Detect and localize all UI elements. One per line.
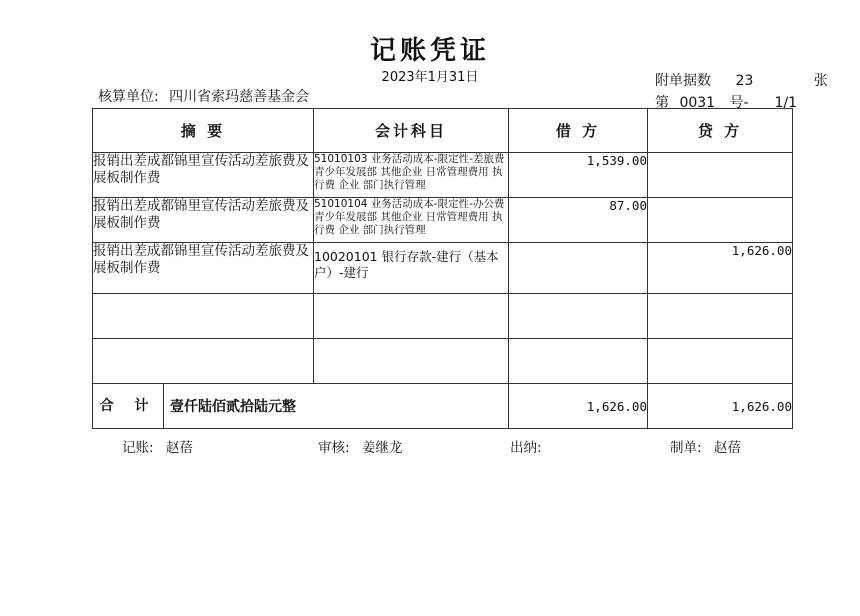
- entry-credit: 1,626.00: [648, 243, 793, 294]
- table-row: [93, 243, 793, 294]
- no-suffix: 号-: [729, 95, 749, 111]
- voucher-no-value: 0031: [679, 95, 716, 111]
- table-row: [93, 153, 793, 198]
- auditor-label: 审核:: [318, 440, 350, 456]
- preparer-label: 制单:: [670, 440, 702, 456]
- preparer-name: 赵蓓: [713, 440, 741, 456]
- auditor-name: 姜继龙: [361, 440, 403, 456]
- voucher-title: 记账凭证: [369, 36, 490, 66]
- auditor-signature: [318, 436, 402, 456]
- accounting-unit: [98, 86, 309, 106]
- preparer-signature: [670, 436, 741, 456]
- cashier-signature: [510, 436, 550, 456]
- attach-count-value: 23: [735, 73, 754, 89]
- total-label: 合 计: [93, 384, 164, 428]
- entry-account: 51010104 业务活动成本-限定性-办公费 青少年发展部 其他企业 日常管理费用 执行费 企业 部门执行管理: [314, 198, 509, 243]
- page-indicator: 1/1: [774, 95, 798, 111]
- entry-account: 10020101 银行存款-建行（基本户）-建行: [314, 243, 509, 294]
- entry-debit: 87.00: [509, 198, 648, 243]
- bookkeeper-name: 赵蓓: [165, 440, 193, 456]
- voucher-table: [92, 108, 793, 429]
- voucher-date: 2023年1月31日: [381, 70, 479, 85]
- no-prefix: 第: [655, 95, 669, 111]
- total-credit: 1,626.00: [648, 384, 793, 429]
- entry-debit: 1,539.00: [509, 153, 648, 198]
- header-summary: 摘 要: [93, 109, 314, 153]
- entry-credit: [648, 153, 793, 198]
- empty-row: [93, 339, 793, 384]
- unit-name: 四川省索玛慈善基金会: [169, 89, 310, 105]
- total-row: [93, 384, 793, 429]
- entry-summary: 报销出差成都锦里宣传活动差旅费及展板制作费: [93, 153, 314, 198]
- entry-credit: [648, 198, 793, 243]
- unit-label: 核算单位:: [98, 89, 159, 105]
- entry-debit: [509, 243, 648, 294]
- total-amount-words: 壹仟陆佰贰拾陆元整: [170, 399, 296, 415]
- attachment-count: [655, 70, 828, 90]
- header-credit: 贷 方: [648, 109, 793, 153]
- entry-account: 51010103 业务活动成本-限定性-差旅费 青少年发展部 其他企业 日常管理费用 执行费 企业 部门执行管理: [314, 153, 509, 198]
- entry-summary: 报销出差成都锦里宣传活动差旅费及展板制作费: [93, 198, 314, 243]
- cashier-label: 出纳:: [510, 440, 542, 456]
- bookkeeper-label: 记账:: [122, 440, 154, 456]
- header-debit: 借 方: [509, 109, 648, 153]
- empty-row: [93, 294, 793, 339]
- attach-unit: 张: [813, 73, 828, 89]
- attach-label: 附单据数: [655, 73, 711, 89]
- table-row: [93, 198, 793, 243]
- bookkeeper-signature: [122, 436, 193, 456]
- header-row: [93, 109, 793, 153]
- total-debit: 1,626.00: [509, 384, 648, 429]
- entry-summary: 报销出差成都锦里宣传活动差旅费及展板制作费: [93, 243, 314, 294]
- header-account: 会计科目: [314, 109, 509, 153]
